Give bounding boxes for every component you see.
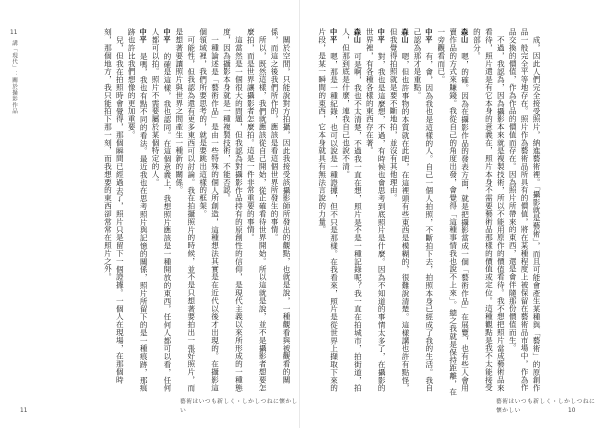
dialog-paragraph: 中平有，會，因為我也是這樣的人。自己一個人拍照，不斷拍下去，拍照本身已經成了我的生活。我自己認為那才是重點。 [412, 28, 434, 392]
dialog-paragraph: 森山嗯，的確。因為在攝影作品的發表方面，就是把攝影當成一個「藝術作品」在展覽，也有些人會用賣作品的方式來賺錢。我從自己的角度出發，會覺得「這種事情我也說不上來」。總之我就是保持距離，在一旁觀看而已。 [436, 28, 470, 396]
running-head: 講「現代」：關於攝影作品 [11, 40, 17, 115]
left-page-text [60, 28, 292, 396]
speaker-label: 中平 [329, 28, 339, 44]
paragraph: 不過，我認為，因為攝影本來就是複製技術，所以不能用原作的價值看待。我不想把照片當成藝術品來看待，照片還是有它本身的意義在，照片本身不需要藝術品那樣的價值或定位。這種觀點是我不太能接受的部分。 [472, 28, 506, 392]
right-page-text [317, 28, 542, 396]
dialog-paragraph: 中平嗯，那是一種紀錄，也可以說是一種證據，但不只是那樣。在我看來，照片是從世界上擷取下來的片段，是某一瞬間的東西，它本身就具有無法言說的力量。 [317, 28, 339, 392]
paragraph: 兒，但我在拍照時會覺得，那個瞬間已經過去了，照片只是留下一個證據。一個人在現場，在那個時刻，那個地方，我只能拍下那一刻，而我想要的東西卻常常在照片之外。 [103, 28, 125, 384]
paragraph: 關於空間，只能說對方拍攝，因此我接受該攝影師所發出的觀點，也就是說，一種觀看與被觀看的關係，而這之後我們所作的，應該是看這個世界所發生的事情。 [270, 28, 291, 384]
speaker-label: 中平 [139, 28, 149, 44]
paragraph: 一種論述是「藝術作品」是由一些特殊的個人所創造，這種想法其實是在近代以後才出現的。在攝影這個領域裡，我們所要思考的，就是要跳出這樣的框架。 [198, 28, 220, 392]
footer-book-title: 藝術はいつも新しく・しかしつねに懷かしい [180, 399, 298, 414]
paragraph: 可能性，但我認為還有更多東西可以討論。我在拍攝照片的時候，並不是只想著要拍出一張好照片，而是想著要讓照片與世界之間產生一種新的關係。 [174, 28, 196, 392]
speaker-label: 森山 [401, 28, 411, 44]
top-page-number: 11 [10, 30, 18, 36]
speaker-label: 中平 [377, 28, 387, 44]
speaker-label: 森山 [353, 28, 363, 44]
page-number: 10 [568, 408, 576, 414]
right-page [300, 0, 600, 428]
speaker-label: 中平 [424, 28, 434, 44]
dialog-paragraph: 森山可是啊，我也不太清楚，不過我一直在想，照片是不是一種記錄呢？我一直在拍城市，拍街道，拍人，但那到底是什麼，連我自己也說不清。 [341, 28, 363, 392]
paragraph: 這當然是一個很大的問題，但我認為對攝影作品持有的原創性的信仰，是現代主義以來所形成的一種態度，因為攝影本身就是一種複製技術，不能否認。 [222, 28, 244, 392]
page-number: 11 [20, 408, 28, 414]
dialog-paragraph: 中平對，我也是這麼想，不過，有時候也會思考到底照片是什麼。因為不知道的事情太多了，在攝影的世界裡，有各種各樣的東西存在著。 [365, 28, 387, 392]
footer-book-title: 藝術はいつも新しく・しかしつねに懷かしい [496, 399, 596, 414]
dialog-paragraph: 中平的確是這樣，我也認同。在這個意義上，我想照片應該是一種開放的東西，任何人都可以看，任何人都可以拍。照片不需要屬於某個特定的人。 [151, 28, 172, 392]
dialog-paragraph: 森山嗯，但也許事物的本質就在此吧，在這裡頭有些東西是模糊的，很難說清楚。這樣講也許有點怪，但我覺得拍照就是要不斷地拍，並沒有其他理由。 [389, 28, 411, 392]
paragraph: 所以，既然這樣，我們就應該從自己開始，從正確看待世界開始。所以這就是說，並不是攝影者想要怎麼拍，而是世界讓攝影者怎麼拍。這是一件非常重要的事情。 [246, 28, 268, 392]
dialog-paragraph: 中平是嗎，我也有點不同的看法。最近我也在思考照片與記憶的關係，照片所留下的是一種痕跡，那痕跡也許比我們想像的更加重要。 [127, 28, 149, 392]
speaker-label: 中平 [162, 28, 172, 44]
paragraph: 成，因此人們完全接受照片，納進藝術裡。「攝影就是藝術」，而且可能會產生某種與「藝術」的原創作品一般完全平等地存在。照片作為藝術品所具有的價值，將在某種程度上被保留在藝術品市場中，作為作品交換的價值，作為作品的價值而存在。因為照片所帶來的東西，還是會伴隨那份價值而生。 [508, 28, 541, 392]
speaker-label: 森山 [460, 28, 470, 44]
